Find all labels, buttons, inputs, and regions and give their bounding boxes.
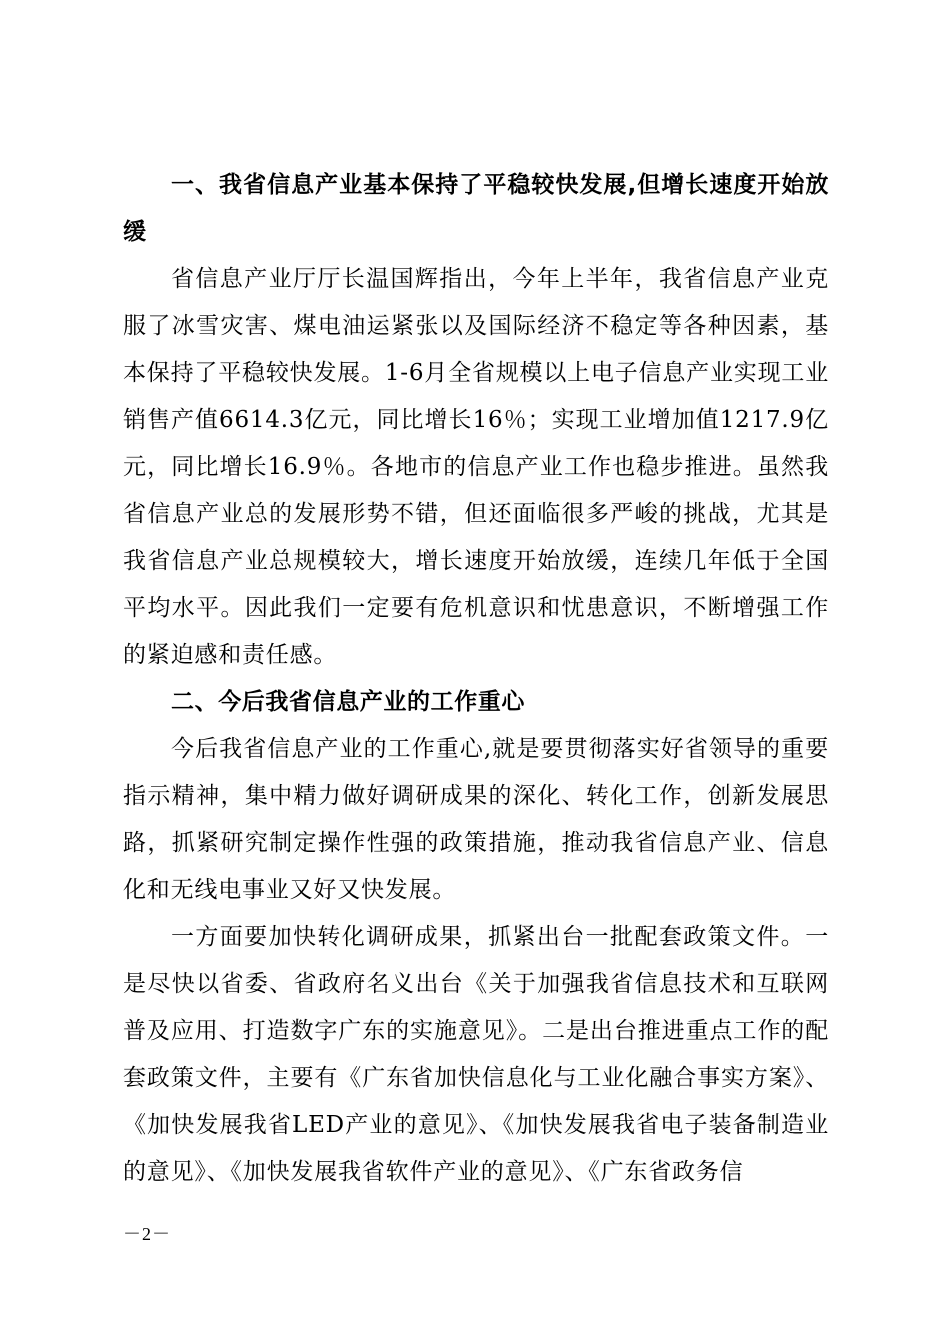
document-body (123, 162, 829, 1196)
body-paragraph: 省信息产业厅厅长温国辉指出，今年上半年，我省信息产业克服了冰雪灾害、煤电油运紧张以及国际经济不稳定等各种因素，基本保持了平稳较快发展。1-6月全省规模以上电子信息产业实现工业销售产值6614.3亿元，同比增长16％；实现工业增加值1217.9亿元，同比增长16.9％。各地市的信息产业工作也稳步推进。虽然我省信息产业总的发展形势不错，但还面临很多严峻的挑战，尤其是我省信息产业总规模较大，增长速度开始放缓，连续几年低于全国平均水平。因此我们一定要有危机意识和忧患意识，不断增强工作的紧迫感和责任感。 (123, 266, 829, 668)
section-heading-2: 二、今后我省信息产业的工作重心 (171, 689, 525, 715)
body-paragraph: 今后我省信息产业的工作重心,就是要贯彻落实好省领导的重要指示精神，集中精力做好调研成果的深化、转化工作，创新发展思路，抓紧研究制定操作性强的政策措施，推动我省信息产业、信息化和无线电事业又好又快发展。 (123, 736, 829, 903)
section-heading-1: 一、我省信息产业基本保持了平稳较快发展,但增长速度开始放缓 (123, 172, 829, 245)
body-paragraph: 一方面要加快转化调研成果，抓紧出台一批配套政策文件。一是尽快以省委、省政府名义出台《关于加强我省信息技术和互联网普及应用、打造数字广东的实施意见》。二是出台推进重点工作的配套政策文件，主要有《广东省加快信息化与工业化融合事实方案》、《加快发展我省LED产业的意见》、《加快发展我省电子装备制造业的意见》、《加快发展我省软件产业的意见》、《广东省政务信 (123, 924, 829, 1185)
page-number: －2－ (123, 1224, 171, 1244)
